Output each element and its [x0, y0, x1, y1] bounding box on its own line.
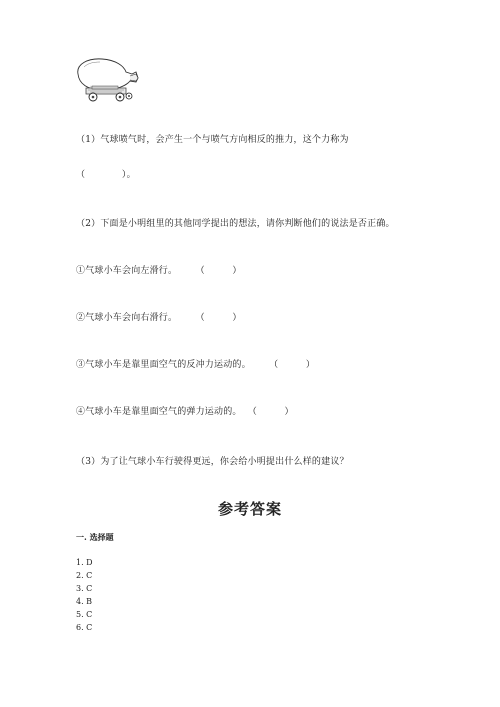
- question-1-blank: （ ）。: [76, 170, 136, 180]
- answer-item: 4. B: [76, 597, 93, 606]
- answer-key-title: 参考答案: [217, 500, 282, 518]
- balloon-car-illustration: [72, 52, 144, 106]
- answer-list: [76, 556, 93, 634]
- answer-item: 1. D: [76, 558, 93, 567]
- answer-item: 6. C: [76, 623, 93, 632]
- answer-section-heading: 一. 选择题: [76, 532, 114, 542]
- question-2-intro: （2）下面是小明组里的其他同学提出的想法，请你判断他们的说法是否正确。: [76, 219, 395, 229]
- statement-3: ③气球小车是靠里面空气的反冲力运动的。 （ ）: [76, 360, 316, 370]
- question-3-text: （3）为了让气球小车行驶得更远，你会给小明提出什么样的建议？: [76, 457, 349, 467]
- question-1-text: （1）气球喷气时，会产生一个与喷气方向相反的推力，这个力称为: [76, 135, 349, 145]
- answer-item: 2. C: [76, 571, 93, 580]
- statement-4: ④气球小车是靠里面空气的弹力运动的。 （ ）: [76, 407, 294, 417]
- statement-1: ①气球小车会向左滑行。 （ ）: [76, 266, 242, 276]
- answer-item: 5. C: [76, 610, 93, 619]
- statement-2: ②气球小车会向右滑行。 （ ）: [76, 313, 242, 323]
- answer-item: 3. C: [76, 584, 93, 593]
